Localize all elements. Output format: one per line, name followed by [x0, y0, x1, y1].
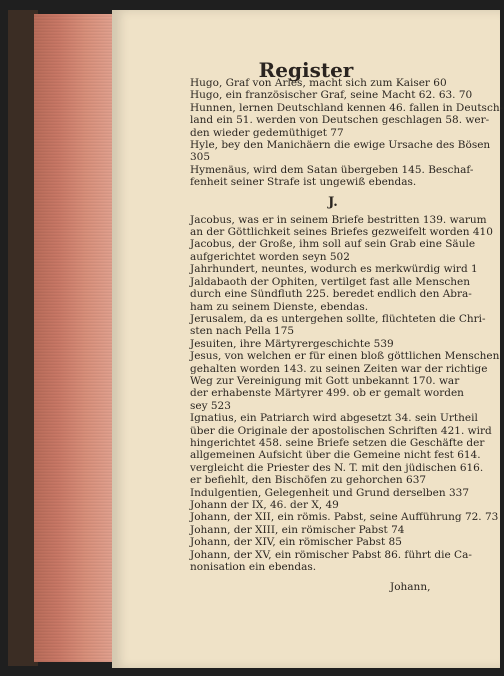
entry-line: Jesus, von welchen er für einen bloß göttlichen Menschen — [190, 350, 500, 363]
entry-line: ham zu seinem Dienste, ebendas. — [190, 300, 369, 313]
entry-line: Johann der IX, 46. der X, 49 — [190, 499, 339, 511]
entry-line: allgemeinen Aufsicht über die Gemeine nicht fest 614. — [190, 449, 481, 462]
entry-line: Hymenäus, wird dem Satan übergeben 145. Beschaf- — [190, 163, 474, 176]
entry-line: Johann, der XII, ein römis. Pabst, seine Aufführung 72. 73 — [190, 511, 499, 524]
entry-line: an der Göttlichkeit seines Briefes gezweifelt worden 410 — [190, 226, 493, 239]
entry-line: Jacobus, der Große, ihm soll auf sein Grab eine Säule — [190, 238, 476, 251]
entry-line: gehalten worden 143. zu seinen Zeiten war der richtige — [190, 362, 488, 375]
entry-line: Johann, der XIII, ein römischer Pabst 74 — [190, 523, 405, 536]
entry-line: Hugo, Graf von Arles, macht sich zum Kaiser 60 — [190, 77, 447, 89]
page-header: Register — [258, 58, 354, 82]
entry-line: Jesuiten, ihre Märtyrergeschichte 539 — [190, 337, 394, 350]
entry-line: Hunnen, lernen Deutschland kennen 46. fallen in Deutsch- — [190, 101, 504, 114]
entry-line: er befiehlt, den Bischöfen zu gehorchen 637 — [190, 474, 427, 487]
entry-line: Johann, der XIV, ein römischer Pabst 85 — [190, 536, 402, 549]
entry-line: Jerusalem, da es untergehen sollte, flüchteten die Chri- — [190, 312, 486, 325]
entry-line: Johann, der XV, ein römischer Pabst 86. führt die Ca- — [190, 548, 472, 561]
entry-line: 305 — [190, 151, 211, 164]
entry-line: nonisation ein ebendas. — [190, 561, 317, 574]
entry-line: über die Originale der apostolischen Schriften 421. wird — [190, 424, 492, 437]
entry-line: Jahrhundert, neuntes, wodurch es merkwürdig wird 1 — [190, 263, 478, 276]
entry-line: fenheit seiner Strafe ist ungewiß ebendas. — [190, 176, 417, 189]
register-entries — [190, 77, 504, 574]
entry-line: sey 523 — [190, 399, 231, 412]
entry-line: sten nach Pella 175 — [190, 325, 295, 338]
entry-line: Weg zur Vereinigung mit Gott unbekannt 170. war — [190, 374, 460, 387]
entry-line: Ignatius, ein Patriarch wird abgesetzt 34. sein Urtheil — [190, 412, 478, 425]
entry-line: den wieder gedemüthiget 77 — [190, 126, 344, 139]
entry-line: Hugo, ein französischer Graf, seine Macht 62. 63. 70 — [190, 89, 473, 102]
entry-line: Jacobus, was er in seinem Briefe bestritten 139. warum — [190, 213, 487, 226]
section-letter: J. — [328, 194, 338, 210]
entry-line: durch eine Sündfluth 225. beredet endlich den Abra- — [190, 288, 472, 301]
entry-line: hingerichtet 458. seine Briefe setzen die Geschäfte der — [190, 436, 485, 449]
entry-line: land ein 51. werden von Deutschen geschlagen 58. wer- — [190, 114, 490, 127]
entry-line: aufgerichtet worden seyn 502 — [190, 250, 350, 263]
entry-line: Indulgentien, Gelegenheit und Grund derselben 337 — [190, 486, 470, 499]
entry-line: der erhabenste Märtyrer 499. ob er gemalt worden — [190, 387, 464, 400]
entry-line: Jaldabaoth der Ophiten, vertilget fast alle Menschen — [190, 275, 470, 288]
catchword: Johann, — [390, 581, 431, 593]
entry-line: Hyle, bey den Manichäern die ewige Ursache des Bösen — [190, 139, 491, 152]
entry-line: vergleicht die Priester des N. T. mit den jüdischen 616. — [190, 461, 484, 474]
page-edge-texture — [34, 14, 114, 662]
